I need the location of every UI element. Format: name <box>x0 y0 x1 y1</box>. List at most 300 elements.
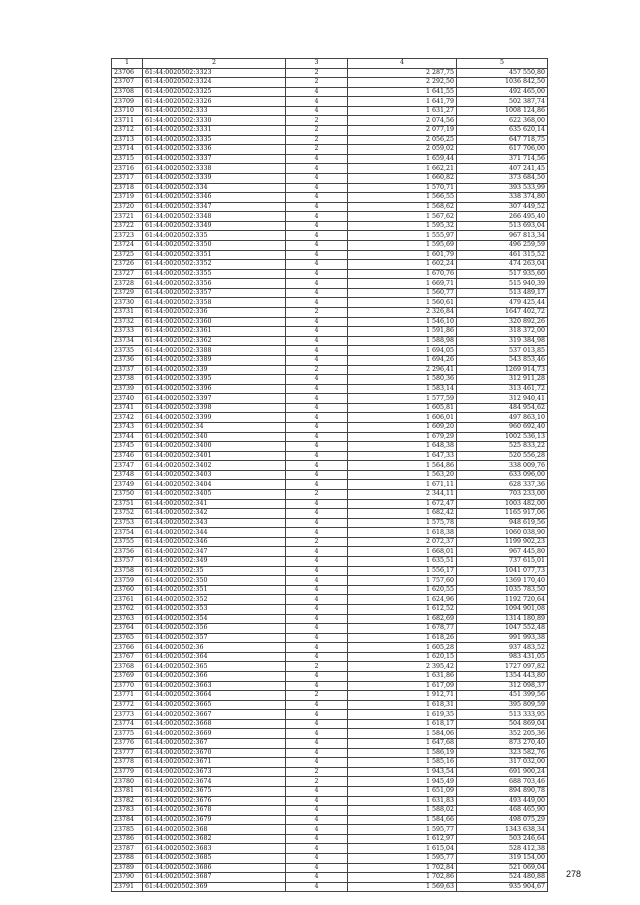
cadastral-value-cell: 352 205,36 <box>457 729 548 739</box>
cadastral-number-cell: 61:44:0020502:3336 <box>143 145 286 155</box>
specific-value-cell: 1 595,69 <box>348 240 457 250</box>
cadastral-value-cell: 937 483,52 <box>457 643 548 653</box>
row-number-cell: 23718 <box>112 183 143 193</box>
code-cell: 4 <box>286 221 348 231</box>
specific-value-cell: 1 619,35 <box>348 710 457 720</box>
row-number-cell: 23776 <box>112 739 143 749</box>
row-number-cell: 23757 <box>112 557 143 567</box>
code-cell: 4 <box>286 384 348 394</box>
row-number-cell: 23761 <box>112 595 143 605</box>
cadastral-value-cell: 543 853,46 <box>457 355 548 365</box>
specific-value-cell: 1 669,71 <box>348 279 457 289</box>
table-row <box>112 78 548 88</box>
row-number-cell: 23767 <box>112 652 143 662</box>
table-row <box>112 748 548 758</box>
specific-value-cell: 2 287,75 <box>348 68 457 78</box>
table-row <box>112 528 548 538</box>
row-number-cell: 23772 <box>112 700 143 710</box>
code-cell: 4 <box>286 844 348 854</box>
cadastral-number-cell: 61:44:0020502:36 <box>143 643 286 653</box>
table-row <box>112 355 548 365</box>
specific-value-cell: 2 344,11 <box>348 490 457 500</box>
cadastral-number-cell: 61:44:0020502:336 <box>143 308 286 318</box>
specific-value-cell: 1 702,84 <box>348 863 457 873</box>
cadastral-number-cell: 61:44:0020502:3679 <box>143 815 286 825</box>
specific-value-cell: 1 546,10 <box>348 317 457 327</box>
cadastral-value-cell: 1647 402,72 <box>457 308 548 318</box>
table-row <box>112 786 548 796</box>
row-number-cell: 23771 <box>112 691 143 701</box>
cadastral-number-cell: 61:44:0020502:3338 <box>143 164 286 174</box>
column-header-2: 2 <box>143 59 286 69</box>
cadastral-number-cell: 61:44:0020502:354 <box>143 614 286 624</box>
table-row <box>112 279 548 289</box>
table-row <box>112 68 548 78</box>
specific-value-cell: 1 618,31 <box>348 700 457 710</box>
specific-value-cell: 1 615,04 <box>348 844 457 854</box>
cadastral-number-cell: 61:44:0020502:3396 <box>143 384 286 394</box>
code-cell: 4 <box>286 585 348 595</box>
cadastral-number-cell: 61:44:0020502:341 <box>143 499 286 509</box>
code-cell: 4 <box>286 403 348 413</box>
cadastral-number-cell: 61:44:0020502:3664 <box>143 691 286 701</box>
row-number-cell: 23770 <box>112 681 143 691</box>
specific-value-cell: 1 945,49 <box>348 777 457 787</box>
row-number-cell: 23719 <box>112 193 143 203</box>
table-row <box>112 566 548 576</box>
cadastral-value-cell: 1314 180,89 <box>457 614 548 624</box>
cadastral-number-cell: 61:44:0020502:3351 <box>143 250 286 260</box>
code-cell: 2 <box>286 365 348 375</box>
cadastral-number-cell: 61:44:0020502:3388 <box>143 346 286 356</box>
specific-value-cell: 1 618,26 <box>348 633 457 643</box>
row-number-cell: 23780 <box>112 777 143 787</box>
specific-value-cell: 1 595,32 <box>348 221 457 231</box>
cadastral-number-cell: 61:44:0020502:3346 <box>143 193 286 203</box>
cadastral-number-cell: 61:44:0020502:367 <box>143 739 286 749</box>
row-number-cell: 23737 <box>112 365 143 375</box>
row-number-cell: 23768 <box>112 662 143 672</box>
row-number-cell: 23710 <box>112 106 143 116</box>
row-number-cell: 23778 <box>112 758 143 768</box>
cadastral-value-cell: 312 940,41 <box>457 394 548 404</box>
cadastral-value-cell: 703 233,00 <box>457 490 548 500</box>
row-number-cell: 23791 <box>112 882 143 892</box>
cadastral-number-cell: 61:44:0020502:365 <box>143 662 286 672</box>
specific-value-cell: 1 555,97 <box>348 231 457 241</box>
specific-value-cell: 1 618,17 <box>348 719 457 729</box>
specific-value-cell: 1 662,21 <box>348 164 457 174</box>
cadastral-number-cell: 61:44:0020502:3674 <box>143 777 286 787</box>
cadastral-number-cell: 61:44:0020502:368 <box>143 825 286 835</box>
code-cell: 2 <box>286 777 348 787</box>
cadastral-value-cell: 513 693,04 <box>457 221 548 231</box>
specific-value-cell: 1 577,59 <box>348 394 457 404</box>
cadastral-value-cell: 1165 917,06 <box>457 509 548 519</box>
cadastral-number-cell: 61:44:0020502:3670 <box>143 748 286 758</box>
cadastral-number-cell: 61:44:0020502:3665 <box>143 700 286 710</box>
specific-value-cell: 1 641,79 <box>348 97 457 107</box>
cadastral-number-cell: 61:44:0020502:3324 <box>143 78 286 88</box>
specific-value-cell: 1 620,15 <box>348 652 457 662</box>
code-cell: 4 <box>286 346 348 356</box>
specific-value-cell: 1 612,52 <box>348 604 457 614</box>
row-number-cell: 23745 <box>112 442 143 452</box>
table-row <box>112 662 548 672</box>
cadastral-number-cell: 61:44:0020502:349 <box>143 557 286 567</box>
row-number-cell: 23760 <box>112 585 143 595</box>
table-row <box>112 595 548 605</box>
cadastral-number-cell: 61:44:0020502:356 <box>143 624 286 634</box>
cadastral-value-cell: 1003 482,00 <box>457 499 548 509</box>
row-number-cell: 23777 <box>112 748 143 758</box>
cadastral-number-cell: 61:44:0020502:3335 <box>143 135 286 145</box>
code-cell: 4 <box>286 499 348 509</box>
code-cell: 4 <box>286 528 348 538</box>
code-cell: 4 <box>286 298 348 308</box>
cadastral-value-cell: 528 412,38 <box>457 844 548 854</box>
specific-value-cell: 1 570,71 <box>348 183 457 193</box>
row-number-cell: 23732 <box>112 317 143 327</box>
row-number-cell: 23784 <box>112 815 143 825</box>
code-cell: 4 <box>286 432 348 442</box>
cadastral-number-cell: 61:44:0020502:343 <box>143 518 286 528</box>
specific-value-cell: 1 659,44 <box>348 154 457 164</box>
cadastral-value-cell: 479 425,44 <box>457 298 548 308</box>
table-row <box>112 403 548 413</box>
cadastral-number-cell: 61:44:0020502:3671 <box>143 758 286 768</box>
row-number-cell: 23787 <box>112 844 143 854</box>
row-number-cell: 23734 <box>112 336 143 346</box>
specific-value-cell: 1 560,61 <box>348 298 457 308</box>
table-row <box>112 825 548 835</box>
column-header-5: 5 <box>457 59 548 69</box>
code-cell: 4 <box>286 154 348 164</box>
cadastral-value-cell: 317 032,00 <box>457 758 548 768</box>
cadastral-value-cell: 521 069,04 <box>457 863 548 873</box>
table-row <box>112 624 548 634</box>
cadastral-value-cell: 1727 097,82 <box>457 662 548 672</box>
table-row <box>112 882 548 892</box>
row-number-cell: 23773 <box>112 710 143 720</box>
code-cell: 4 <box>286 470 348 480</box>
code-cell: 4 <box>286 815 348 825</box>
code-cell: 4 <box>286 882 348 892</box>
row-number-cell: 23751 <box>112 499 143 509</box>
cadastral-value-cell: 628 337,36 <box>457 480 548 490</box>
row-number-cell: 23714 <box>112 145 143 155</box>
row-number-cell: 23707 <box>112 78 143 88</box>
specific-value-cell: 1 601,79 <box>348 250 457 260</box>
cadastral-value-cell: 319 154,00 <box>457 853 548 863</box>
table-row <box>112 557 548 567</box>
code-cell: 4 <box>286 413 348 423</box>
row-number-cell: 23726 <box>112 260 143 270</box>
cadastral-value-cell: 493 449,00 <box>457 796 548 806</box>
table-row <box>112 384 548 394</box>
row-number-cell: 23756 <box>112 547 143 557</box>
cadastral-number-cell: 61:44:0020502:35 <box>143 566 286 576</box>
table-row <box>112 173 548 183</box>
table-row <box>112 231 548 241</box>
cadastral-value-cell: 492 465,00 <box>457 87 548 97</box>
cadastral-value-cell: 515 940,39 <box>457 279 548 289</box>
row-number-cell: 23723 <box>112 231 143 241</box>
row-number-cell: 23755 <box>112 537 143 547</box>
code-cell: 4 <box>286 193 348 203</box>
cadastral-value-cell: 407 241,45 <box>457 164 548 174</box>
specific-value-cell: 1 631,27 <box>348 106 457 116</box>
cadastral-value-cell: 266 495,40 <box>457 212 548 222</box>
table-row <box>112 413 548 423</box>
cadastral-number-cell: 61:44:0020502:3347 <box>143 202 286 212</box>
specific-value-cell: 1 612,97 <box>348 834 457 844</box>
row-number-cell: 23742 <box>112 413 143 423</box>
cadastral-value-cell: 948 619,56 <box>457 518 548 528</box>
cadastral-value-cell: 1008 124,86 <box>457 106 548 116</box>
cadastral-number-cell: 61:44:0020502:3405 <box>143 490 286 500</box>
code-cell: 4 <box>286 557 348 567</box>
code-cell: 4 <box>286 710 348 720</box>
table-row <box>112 777 548 787</box>
code-cell: 4 <box>286 576 348 586</box>
specific-value-cell: 2 077,19 <box>348 126 457 136</box>
cadastral-value-cell: 502 387,74 <box>457 97 548 107</box>
specific-value-cell: 1 595,77 <box>348 825 457 835</box>
table-row <box>112 87 548 97</box>
specific-value-cell: 1 694,05 <box>348 346 457 356</box>
table-row <box>112 700 548 710</box>
code-cell: 4 <box>286 250 348 260</box>
cadastral-value-cell: 474 263,04 <box>457 260 548 270</box>
row-number-cell: 23741 <box>112 403 143 413</box>
specific-value-cell: 1 588,98 <box>348 336 457 346</box>
cadastral-number-cell: 61:44:0020502:334 <box>143 183 286 193</box>
row-number-cell: 23758 <box>112 566 143 576</box>
cadastral-number-cell: 61:44:0020502:3399 <box>143 413 286 423</box>
cadastral-value-cell: 312 911,28 <box>457 375 548 385</box>
row-number-cell: 23763 <box>112 614 143 624</box>
specific-value-cell: 1 585,16 <box>348 758 457 768</box>
cadastral-value-cell: 371 714,56 <box>457 154 548 164</box>
code-cell: 4 <box>286 509 348 519</box>
row-number-cell: 23785 <box>112 825 143 835</box>
table-row <box>112 288 548 298</box>
table-row <box>112 643 548 653</box>
cadastral-number-cell: 61:44:0020502:3395 <box>143 375 286 385</box>
code-cell: 4 <box>286 729 348 739</box>
row-number-cell: 23740 <box>112 394 143 404</box>
cadastral-number-cell: 61:44:0020502:342 <box>143 509 286 519</box>
code-cell: 4 <box>286 202 348 212</box>
specific-value-cell: 1 702,86 <box>348 873 457 883</box>
specific-value-cell: 2 059,02 <box>348 145 457 155</box>
code-cell: 2 <box>286 537 348 547</box>
table-row <box>112 97 548 107</box>
row-number-cell: 23717 <box>112 173 143 183</box>
table-row <box>112 375 548 385</box>
row-number-cell: 23743 <box>112 422 143 432</box>
code-cell: 4 <box>286 317 348 327</box>
code-cell: 4 <box>286 873 348 883</box>
table-row <box>112 183 548 193</box>
cadastral-value-cell: 737 615,01 <box>457 557 548 567</box>
cadastral-number-cell: 61:44:0020502:3337 <box>143 154 286 164</box>
table-row <box>112 346 548 356</box>
cadastral-value-cell: 517 935,60 <box>457 269 548 279</box>
cadastral-value-cell: 307 449,52 <box>457 202 548 212</box>
table-row <box>112 758 548 768</box>
cadastral-value-cell: 1047 552,48 <box>457 624 548 634</box>
table-row <box>112 796 548 806</box>
row-number-cell: 23750 <box>112 490 143 500</box>
code-cell: 2 <box>286 691 348 701</box>
cadastral-value-cell: 635 620,14 <box>457 126 548 136</box>
table-row <box>112 202 548 212</box>
cadastral-number-cell: 61:44:0020502:350 <box>143 576 286 586</box>
specific-value-cell: 1 588,02 <box>348 806 457 816</box>
code-cell: 4 <box>286 566 348 576</box>
cadastral-value-cell: 1354 443,80 <box>457 672 548 682</box>
specific-value-cell: 1 586,19 <box>348 748 457 758</box>
cadastral-value-cell: 1199 902,23 <box>457 537 548 547</box>
specific-value-cell: 1 602,24 <box>348 260 457 270</box>
code-cell: 4 <box>286 269 348 279</box>
cadastral-value-cell: 524 480,88 <box>457 873 548 883</box>
table-row <box>112 614 548 624</box>
code-cell: 4 <box>286 758 348 768</box>
cadastral-number-cell: 61:44:0020502:3685 <box>143 853 286 863</box>
cadastral-number-cell: 61:44:0020502:3352 <box>143 260 286 270</box>
cadastral-number-cell: 61:44:0020502:34 <box>143 422 286 432</box>
row-number-cell: 23713 <box>112 135 143 145</box>
specific-value-cell: 1 647,68 <box>348 739 457 749</box>
cadastral-value-cell: 537 013,85 <box>457 346 548 356</box>
table-body <box>112 68 548 892</box>
cadastral-value-cell: 894 890,78 <box>457 786 548 796</box>
cadastral-number-cell: 61:44:0020502:3325 <box>143 87 286 97</box>
cadastral-number-cell: 61:44:0020502:3348 <box>143 212 286 222</box>
specific-value-cell: 1 943,54 <box>348 767 457 777</box>
cadastral-number-cell: 61:44:0020502:333 <box>143 106 286 116</box>
code-cell: 4 <box>286 212 348 222</box>
cadastral-number-cell: 61:44:0020502:3362 <box>143 336 286 346</box>
code-cell: 4 <box>286 643 348 653</box>
row-number-cell: 23728 <box>112 279 143 289</box>
row-number-cell: 23748 <box>112 470 143 480</box>
code-cell: 4 <box>286 442 348 452</box>
specific-value-cell: 1 567,62 <box>348 212 457 222</box>
cadastral-number-cell: 61:44:0020502:3682 <box>143 834 286 844</box>
cadastral-value-cell: 617 706,00 <box>457 145 548 155</box>
row-number-cell: 23754 <box>112 528 143 538</box>
cadastral-value-cell: 373 684,50 <box>457 173 548 183</box>
cadastral-number-cell: 61:44:0020502:3398 <box>143 403 286 413</box>
table-row <box>112 729 548 739</box>
cadastral-value-cell: 967 445,80 <box>457 547 548 557</box>
code-cell: 2 <box>286 490 348 500</box>
table-row <box>112 470 548 480</box>
cadastral-number-cell: 61:44:0020502:3663 <box>143 681 286 691</box>
cadastral-value-cell: 960 692,40 <box>457 422 548 432</box>
table-row <box>112 834 548 844</box>
table-row <box>112 873 548 883</box>
cadastral-value-cell: 967 813,34 <box>457 231 548 241</box>
specific-value-cell: 1 566,55 <box>348 193 457 203</box>
row-number-cell: 23783 <box>112 806 143 816</box>
cadastral-number-cell: 61:44:0020502:3400 <box>143 442 286 452</box>
table-row <box>112 499 548 509</box>
code-cell: 2 <box>286 116 348 126</box>
cadastral-value-cell: 395 809,59 <box>457 700 548 710</box>
cadastral-number-cell: 61:44:0020502:3687 <box>143 873 286 883</box>
code-cell: 4 <box>286 547 348 557</box>
table-row <box>112 221 548 231</box>
code-cell: 4 <box>286 279 348 289</box>
cadastral-number-cell: 61:44:0020502:3326 <box>143 97 286 107</box>
cadastral-value-cell: 496 259,59 <box>457 240 548 250</box>
row-number-cell: 23733 <box>112 327 143 337</box>
row-number-cell: 23746 <box>112 451 143 461</box>
cadastral-value-cell: 468 465,90 <box>457 806 548 816</box>
row-number-cell: 23762 <box>112 604 143 614</box>
cadastral-number-cell: 61:44:0020502:3667 <box>143 710 286 720</box>
row-number-cell: 23739 <box>112 384 143 394</box>
row-number-cell: 23727 <box>112 269 143 279</box>
table-row <box>112 652 548 662</box>
specific-value-cell: 1 595,77 <box>348 853 457 863</box>
code-cell: 2 <box>286 145 348 155</box>
code-cell: 4 <box>286 288 348 298</box>
cadastral-number-cell: 61:44:0020502:3686 <box>143 863 286 873</box>
cadastral-number-cell: 61:44:0020502:369 <box>143 882 286 892</box>
cadastral-number-cell: 61:44:0020502:3350 <box>143 240 286 250</box>
code-cell: 2 <box>286 126 348 136</box>
code-cell: 4 <box>286 806 348 816</box>
code-cell: 4 <box>286 825 348 835</box>
specific-value-cell: 1 575,78 <box>348 518 457 528</box>
specific-value-cell: 1 672,47 <box>348 499 457 509</box>
code-cell: 4 <box>286 834 348 844</box>
code-cell: 4 <box>286 183 348 193</box>
table-row <box>112 518 548 528</box>
specific-value-cell: 1 660,82 <box>348 173 457 183</box>
code-cell: 2 <box>286 68 348 78</box>
specific-value-cell: 1 620,55 <box>348 585 457 595</box>
row-number-cell: 23781 <box>112 786 143 796</box>
code-cell: 4 <box>286 451 348 461</box>
cadastral-value-cell: 1343 638,34 <box>457 825 548 835</box>
specific-value-cell: 1 651,09 <box>348 786 457 796</box>
cadastral-value-cell: 323 582,76 <box>457 748 548 758</box>
table-row <box>112 537 548 547</box>
row-number-cell: 23747 <box>112 461 143 471</box>
cadastral-value-cell: 319 384,98 <box>457 336 548 346</box>
code-cell: 4 <box>286 87 348 97</box>
specific-value-cell: 1 668,01 <box>348 547 457 557</box>
table-row <box>112 844 548 854</box>
specific-value-cell: 1 564,86 <box>348 461 457 471</box>
table-row <box>112 710 548 720</box>
row-number-cell: 23744 <box>112 432 143 442</box>
row-number-cell: 23775 <box>112 729 143 739</box>
specific-value-cell: 1 678,77 <box>348 624 457 634</box>
cadastral-value-cell: 393 533,99 <box>457 183 548 193</box>
cadastral-value-cell: 461 315,52 <box>457 250 548 260</box>
code-cell: 4 <box>286 260 348 270</box>
cadastral-number-cell: 61:44:0020502:340 <box>143 432 286 442</box>
specific-value-cell: 1 694,26 <box>348 355 457 365</box>
